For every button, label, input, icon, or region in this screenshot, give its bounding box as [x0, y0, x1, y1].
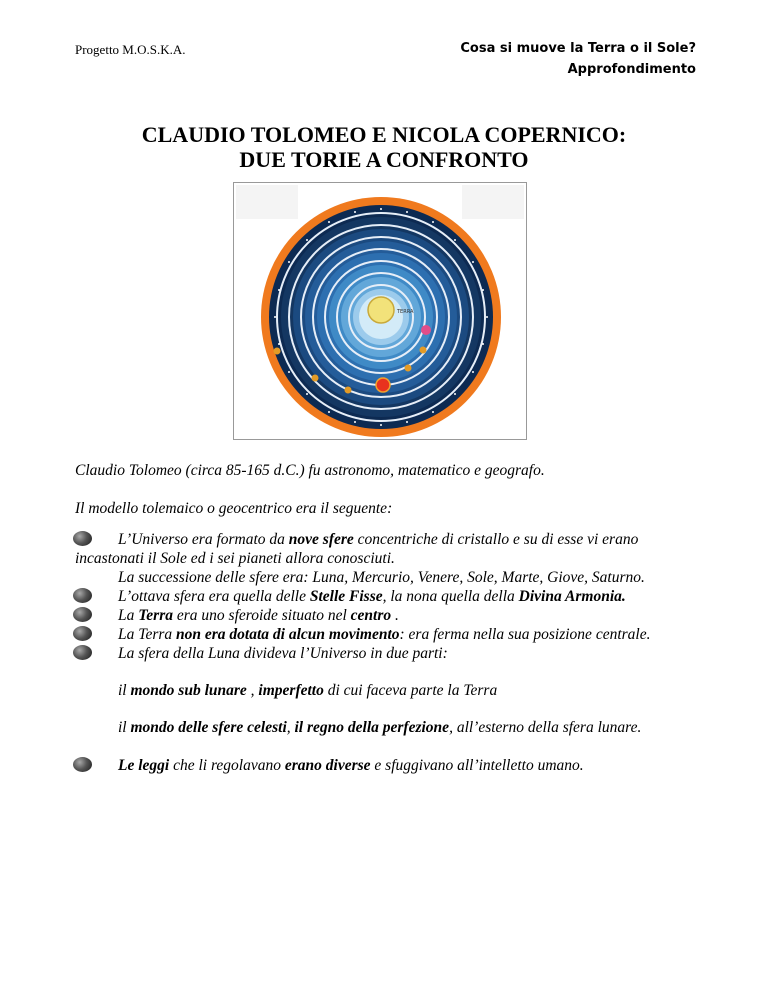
- planet-moon: [421, 325, 431, 335]
- title-line2: DUE TORIE A CONFRONTO: [239, 147, 529, 172]
- planet-mercury: [420, 347, 427, 354]
- bullet-sphere-icon: [73, 626, 92, 641]
- planet-sun: [376, 378, 390, 392]
- title-line1: CLAUDIO TOLOMEO E NICOLA COPERNICO:: [141, 122, 627, 147]
- bullet-sphere-icon: [73, 588, 92, 603]
- header-topic-line1: Cosa si muove la Terra o il Sole?: [460, 41, 696, 56]
- planet-jupiter: [312, 375, 319, 382]
- header-topic-line2: Approfondimento: [567, 62, 696, 77]
- earth-label: TERRA: [397, 309, 414, 315]
- bullet-sphere-icon: [73, 607, 92, 622]
- list-item: L’Universo era formato da nove sfere concentriche di cristallo e su di esse vi erano incastonati il Sole ed i sei pianeti allora conosciuti.: [75, 531, 639, 567]
- geocentric-diagram: [233, 182, 527, 440]
- page-title: [0, 122, 768, 172]
- bullet-sphere-icon: [73, 531, 92, 546]
- planet-mars: [345, 387, 352, 394]
- list-item: La Terra era uno sferoide situato nel centro .: [75, 606, 695, 625]
- header-project: Progetto M.O.S.K.A.: [75, 42, 186, 57]
- bullet-sphere-icon: [73, 645, 92, 660]
- caption: Claudio Tolomeo (circa 85-165 d.C.) fu astronomo, matematico e geografo.: [75, 462, 545, 479]
- model-list: [75, 530, 695, 775]
- bullet-sphere-icon: [73, 757, 92, 772]
- list-item: La Terra non era dotata di alcun movimento: era ferma nella sua posizione centrale.: [75, 625, 695, 644]
- planet-venus: [405, 365, 412, 372]
- header-topic: [460, 38, 696, 80]
- planet-saturn: [274, 348, 281, 355]
- list-item: Le leggi che li regolavano erano diverse e sfuggivano all’intelletto umano.: [75, 756, 695, 775]
- sub-item-celestial: il mondo delle sfere celesti, il regno della perfezione, all’esterno della sfera lunare.: [118, 719, 642, 736]
- sub-item-sublunar: il mondo sub lunare , imperfetto di cui faceva parte la Terra: [118, 682, 498, 699]
- list-item: L’ottava sfera era quella delle Stelle Fisse, la nona quella della Divina Armonia.: [75, 587, 695, 606]
- geocentric-model-figure: [233, 182, 527, 440]
- intro-text: Il modello tolemaico o geocentrico era il seguente:: [75, 500, 393, 517]
- list-item: La sfera della Luna divideva l’Universo in due parti:: [75, 644, 695, 663]
- earth-center: [368, 297, 394, 323]
- list-item: La successione delle sfere era: Luna, Mercurio, Venere, Sole, Marte, Giove, Saturno.: [118, 569, 645, 586]
